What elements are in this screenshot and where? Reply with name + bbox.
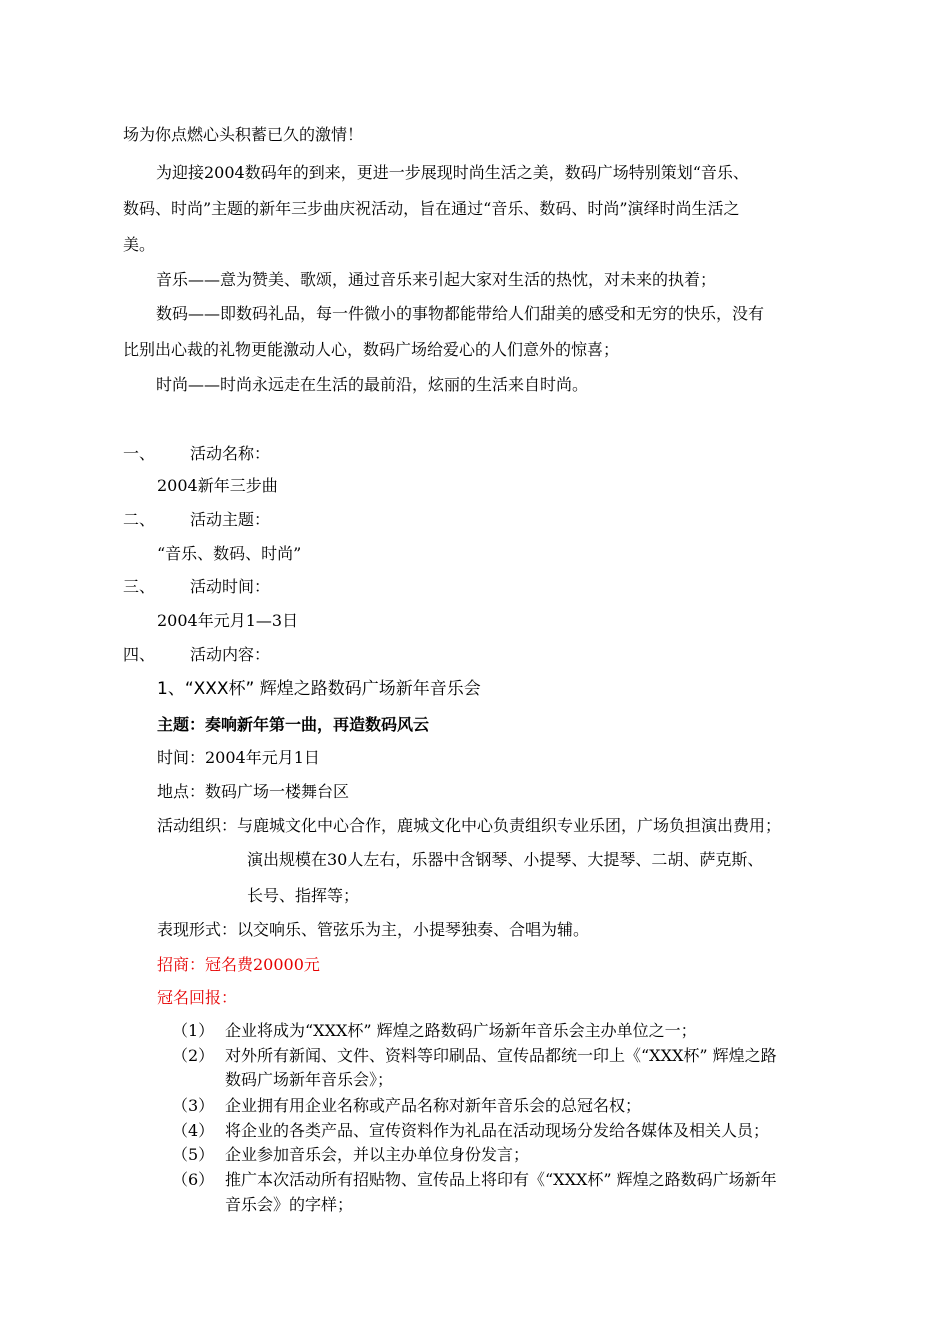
return-item-2-text: 对外所有新闻、文件、资料等印刷品、宣传品都统一印上《“XXX杯” 辉煌之路 xyxy=(225,1046,777,1065)
section-1-title: 活动名称： xyxy=(190,444,271,463)
event-1-time: 时间：2004年元月1日 xyxy=(157,748,320,767)
return-item-3-number: （3） xyxy=(172,1096,215,1115)
return-item-5-text: 企业参加音乐会，并以主办单位身份发言； xyxy=(225,1145,530,1164)
event-1-returns-title: 冠名回报： xyxy=(157,988,238,1007)
event-1-theme: 主题：奏响新年第一曲，再造数码风云 xyxy=(157,715,430,734)
intro-line-3: 数码、时尚”主题的新年三步曲庆祝活动，旨在通过“音乐、数码、时尚”演绎时尚生活之 xyxy=(123,199,740,218)
return-item-2-number: （2） xyxy=(172,1046,215,1065)
section-1-body: 2004新年三步曲 xyxy=(157,476,278,495)
return-item-5-number: （5） xyxy=(172,1145,215,1164)
return-item-4-number: （4） xyxy=(172,1121,215,1140)
section-2-number: 二、 xyxy=(123,510,156,529)
intro-line-6: 数码——即数码礼品，每一件微小的事物都能带给人们甜美的感受和无穷的快乐，没有 xyxy=(156,304,765,323)
intro-line-2: 为迎接2004数码年的到来，更进一步展现时尚生活之美，数码广场特别策划“音乐、 xyxy=(156,163,749,182)
event-1-form: 表现形式：以交响乐、管弦乐为主，小提琴独奏、合唱为辅。 xyxy=(157,920,590,939)
return-item-4-text: 将企业的各类产品、宣传资料作为礼品在活动现场分发给各媒体及相关人员； xyxy=(225,1121,770,1140)
return-item-6-text-cont: 音乐会》的字样； xyxy=(225,1195,354,1214)
intro-line-5: 音乐——意为赞美、歌颂，通过音乐来引起大家对生活的热忱，对未来的执着； xyxy=(156,270,717,289)
event-1-heading: 1、“XXX杯” 辉煌之路数码广场新年音乐会 xyxy=(157,679,481,699)
section-3-body: 2004年元月1—3日 xyxy=(157,611,299,630)
intro-line-7: 比别出心裁的礼物更能激动人心，数码广场给爱心的人们意外的惊喜； xyxy=(123,340,620,359)
section-2-title: 活动主题： xyxy=(190,510,271,529)
section-4-number: 四、 xyxy=(123,645,156,664)
event-1-sponsorship: 招商：冠名费20000元 xyxy=(157,955,320,974)
event-1-organization-line-1: 活动组织：与鹿城文化中心合作，鹿城文化中心负责组织专业乐团，广场负担演出费用； xyxy=(157,816,782,835)
return-item-1-number: （1） xyxy=(172,1021,215,1040)
section-2-body: “音乐、数码、时尚” xyxy=(157,544,302,563)
return-item-3-text: 企业拥有用企业名称或产品名称对新年音乐会的总冠名权； xyxy=(225,1096,642,1115)
return-item-1-text: 企业将成为“XXX杯” 辉煌之路数码广场新年音乐会主办单位之一； xyxy=(225,1021,697,1040)
section-3-number: 三、 xyxy=(123,577,156,596)
section-4-title: 活动内容： xyxy=(190,645,271,664)
event-1-organization-line-3: 长号、指挥等； xyxy=(247,886,360,905)
intro-line-8: 时尚——时尚永远走在生活的最前沿，炫丽的生活来自时尚。 xyxy=(156,375,589,394)
section-3-title: 活动时间： xyxy=(190,577,271,596)
event-1-place: 地点：数码广场一楼舞台区 xyxy=(157,782,350,801)
intro-line-1: 场为你点燃心头积蓄已久的激情！ xyxy=(123,125,364,144)
return-item-6-text: 推广本次活动所有招贴物、宣传品上将印有《“XXX杯” 辉煌之路数码广场新年 xyxy=(225,1170,777,1189)
section-1-number: 一、 xyxy=(123,444,156,463)
event-1-organization-line-2: 演出规模在30人左右，乐器中含钢琴、小提琴、大提琴、二胡、萨克斯、 xyxy=(247,850,764,869)
return-item-2-text-cont: 数码广场新年音乐会》； xyxy=(225,1070,394,1089)
intro-line-4: 美。 xyxy=(123,235,156,254)
return-item-6-number: （6） xyxy=(172,1170,215,1189)
